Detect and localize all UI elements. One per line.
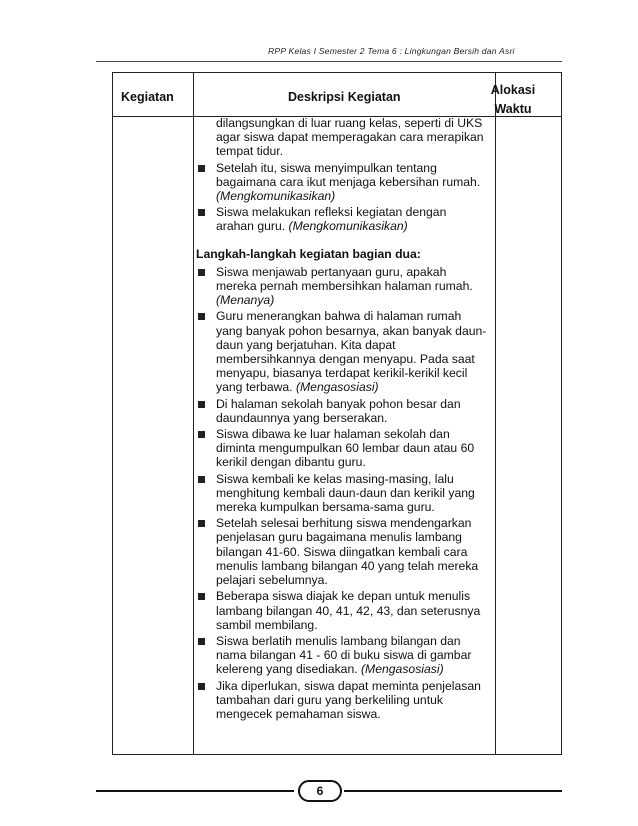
square-bullet-icon	[198, 683, 205, 690]
footer-rule	[344, 790, 562, 792]
header-rule	[96, 61, 562, 62]
square-bullet-icon	[198, 638, 205, 645]
list-item	[196, 589, 496, 632]
text-line: Siswa berlatih menulis lambang bilangan dan	[216, 633, 461, 648]
header-alokasi-line: Alokasi	[490, 83, 536, 97]
text-line: yang banyak pohon besarnya, akan banyak daun-	[216, 323, 487, 338]
text-line: Siswa menjawab pertanyaan guru, apakah	[216, 264, 447, 279]
list-item	[196, 427, 496, 470]
header-kegiatan: Kegiatan	[121, 90, 174, 104]
text-line: Setelah selesai berhitung siswa mendengarkan	[216, 516, 472, 531]
text-line: tambahan dari guru yang berkeliling untuk	[216, 692, 443, 707]
text-line: mengecek pemahaman siswa.	[216, 706, 381, 721]
section-heading: Langkah-langkah kegiatan bagian dua:	[196, 246, 421, 261]
description-content	[196, 116, 496, 723]
header-waktu-line: Waktu	[494, 102, 532, 116]
activity-tag: (Menanya)	[216, 293, 275, 308]
text-line: Beberapa siswa diajak ke depan untuk menulis	[216, 589, 471, 604]
text-line: bagaimana cara ikut menjaga kebersihan rumah.	[216, 174, 481, 189]
list-item	[196, 679, 496, 722]
activity-tag: (Mengasosiasi)	[295, 380, 379, 395]
text-line: kelereng yang disediakan.	[216, 662, 358, 677]
list-item	[196, 205, 496, 233]
text-line: menghitung kembali daun-daun dan kerikil yang	[216, 485, 475, 500]
square-bullet-icon	[198, 520, 205, 527]
square-bullet-icon	[198, 401, 205, 408]
text-line: menyapu, biasanya terdapat kerikil-kerikil kecil	[216, 366, 468, 381]
text-line: Siswa kembali ke kelas masing-masing, lalu	[216, 471, 454, 486]
text-line: Di halaman sekolah banyak pohon besar dan	[216, 396, 461, 411]
list-item	[196, 472, 496, 515]
square-bullet-icon	[198, 313, 205, 320]
text-line: sambil membilang.	[216, 617, 318, 632]
text-line: dilangsungkan di luar ruang kelas, seperti di UKS	[216, 116, 483, 130]
text-line: arahan guru.	[216, 219, 286, 234]
text-line: tempat tidur.	[216, 144, 284, 159]
text-line: Guru menerangkan bahwa di halaman rumah	[216, 309, 462, 324]
text-line: Siswa dibawa ke luar halaman sekolah dan	[216, 427, 450, 442]
text-line: diminta mengumpulkan 60 lembar daun atau 60	[216, 441, 475, 456]
square-bullet-icon	[198, 269, 205, 276]
header-deskripsi: Deskripsi Kegiatan	[288, 90, 401, 104]
activity-tag: (Mengkomunikasikan)	[288, 219, 408, 234]
list-item	[196, 516, 496, 587]
list-item	[196, 309, 496, 394]
text-line: kerikil dengan dibantu guru.	[216, 455, 366, 470]
text-line: membersihkannya dengan menyapu. Pada saat	[216, 352, 475, 367]
continued-paragraph	[196, 116, 496, 159]
text-line: bilangan 41-60. Siswa diingatkan kembali cara	[216, 544, 468, 559]
activity-tag: (Mengasosiasi)	[361, 662, 444, 677]
text-line: pelajari sebelumnya.	[216, 573, 328, 588]
list-item	[196, 161, 496, 204]
running-header: RPP Kelas I Semester 2 Tema 6 : Lingkungan Bersih dan Asri	[268, 46, 515, 56]
list-item	[196, 265, 496, 308]
text-line: Setelah itu, siswa menyimpulkan tentang	[216, 160, 437, 175]
text-line: nama bilangan 41 - 60 di buku siswa di gambar	[216, 648, 472, 663]
text-line: penjelasan guru bagaimana menulis lambang	[216, 530, 462, 545]
list-item	[196, 397, 496, 425]
list-item	[196, 634, 496, 677]
square-bullet-icon	[198, 431, 205, 438]
activity-tag: (Mengkomunikasikan)	[216, 189, 336, 204]
text-line: Jika diperlukan, siswa dapat meminta penjelasan	[216, 678, 481, 693]
square-bullet-icon	[198, 593, 205, 600]
square-bullet-icon	[198, 165, 205, 172]
text-line: Siswa melakukan refleksi kegiatan dengan	[216, 205, 447, 220]
text-line: agar siswa dapat memperagakan cara merapikan	[216, 130, 484, 145]
text-line: yang terbawa.	[216, 380, 293, 395]
text-line: daun yang berjatuhan. Kita dapat	[216, 337, 396, 352]
square-bullet-icon	[198, 209, 205, 216]
column-divider	[193, 73, 194, 754]
page-number: 6	[298, 780, 342, 802]
text-line: mereka kumpulkan bersama-sama guru.	[216, 500, 435, 515]
header-alokasi-waktu	[473, 81, 553, 119]
text-line: menulis lambang bilangan 40 yang telah mereka	[216, 558, 479, 573]
text-line: daundaunnya yang berserakan.	[216, 410, 388, 425]
text-line: mereka pernah membersihkan halaman rumah.	[216, 279, 473, 294]
text-line: lambang bilangan 40, 41, 42, 43, dan seterusnya	[216, 603, 481, 618]
footer-rule	[96, 790, 294, 792]
page-footer	[0, 780, 638, 802]
square-bullet-icon	[198, 476, 205, 483]
